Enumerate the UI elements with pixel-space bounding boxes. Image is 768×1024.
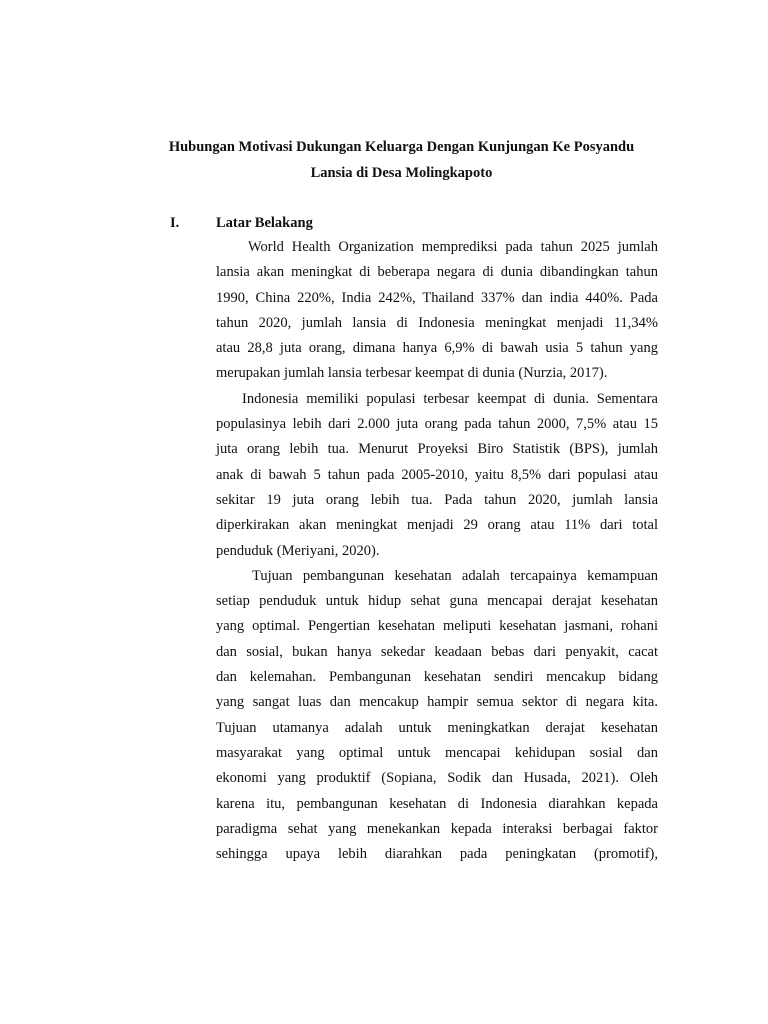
text-line: World Health Organization memprediksi pada tahun 2025 jumlah	[248, 239, 658, 255]
text-line: yang sangat luas dan mencakup hampir semua sektor di negara kita.	[216, 694, 658, 711]
text-line: masyarakat yang optimal untuk mencapai kehidupan sosial dan	[216, 744, 658, 761]
text-line: atau 28,8 juta orang, dimana hanya 6,9% di bawah usia 5 tahun yang	[216, 340, 658, 357]
text-line: lansia akan meningkat di beberapa negara di dunia dibandingkan tahun	[216, 264, 658, 281]
text-line: dan sosial, bukan hanya sekedar keadaan bebas dari penyakit, cacat	[216, 643, 658, 660]
text-line: setiap penduduk untuk hidup sehat guna mencapai derajat kesehatan	[216, 593, 658, 610]
text-line: sekitar 19 juta orang lebih tua. Pada tahun 2020, jumlah lansia	[216, 491, 658, 508]
text-line: yang optimal. Pengertian kesehatan meliputi kesehatan jasmani, rohani	[216, 618, 658, 635]
paragraph-1	[216, 235, 658, 387]
text-line: diperkirakan akan meningkat menjadi 29 orang atau 11% dari total	[216, 517, 658, 534]
text-line: Tujuan utamanya adalah untuk meningkatkan derajat kesehatan	[216, 719, 658, 736]
text-line: paradigma sehat yang menekankan kepada interaksi berbagai faktor	[216, 820, 658, 837]
title-line-1: Hubungan Motivasi Dukungan Keluarga Dengan Kunjungan Ke Posyandu	[168, 139, 635, 155]
paragraph-3	[216, 564, 658, 868]
paragraph-2	[216, 387, 658, 564]
text-line: juta orang lebih tua. Menurut Proyeksi Biro Statistik (BPS), jumlah	[216, 441, 658, 458]
section-number: I.	[170, 215, 180, 231]
text-line: 1990, China 220%, India 242%, Thailand 337% dan india 440%. Pada	[216, 289, 658, 306]
text-line: penduduk (Meriyani, 2020).	[216, 542, 380, 559]
title-line-2: Lansia di Desa Molingkapoto	[310, 165, 493, 181]
text-line: dan kelemahan. Pembangunan kesehatan sendiri mencakup bidang	[216, 669, 658, 686]
text-line: anak di bawah 5 tahun pada 2005-2010, yaitu 8,5% dari populasi atau	[216, 466, 658, 483]
document-title	[100, 134, 703, 186]
text-line: Indonesia memiliki populasi terbesar keempat di dunia. Sementara	[242, 390, 658, 407]
text-line: karena itu, pembangunan kesehatan di Indonesia diarahkan kepada	[216, 795, 658, 812]
section-title: Latar Belakang	[216, 215, 313, 231]
text-line: sehingga upaya lebih diarahkan pada peningkatan (promotif),	[216, 846, 658, 863]
text-line: ekonomi yang produktif (Sopiana, Sodik dan Husada, 2021). Oleh	[216, 770, 658, 787]
text-line: populasinya lebih dari 2.000 juta orang pada tahun 2000, 7,5% atau 15	[216, 416, 658, 433]
text-line: merupakan jumlah lansia terbesar keempat di dunia (Nurzia, 2017).	[216, 365, 608, 382]
text-line: tahun 2020, jumlah lansia di Indonesia meningkat menjadi 11,34%	[216, 314, 658, 331]
document-body	[216, 235, 658, 867]
text-line: Tujuan pembangunan kesehatan adalah tercapainya kemampuan	[252, 567, 658, 584]
